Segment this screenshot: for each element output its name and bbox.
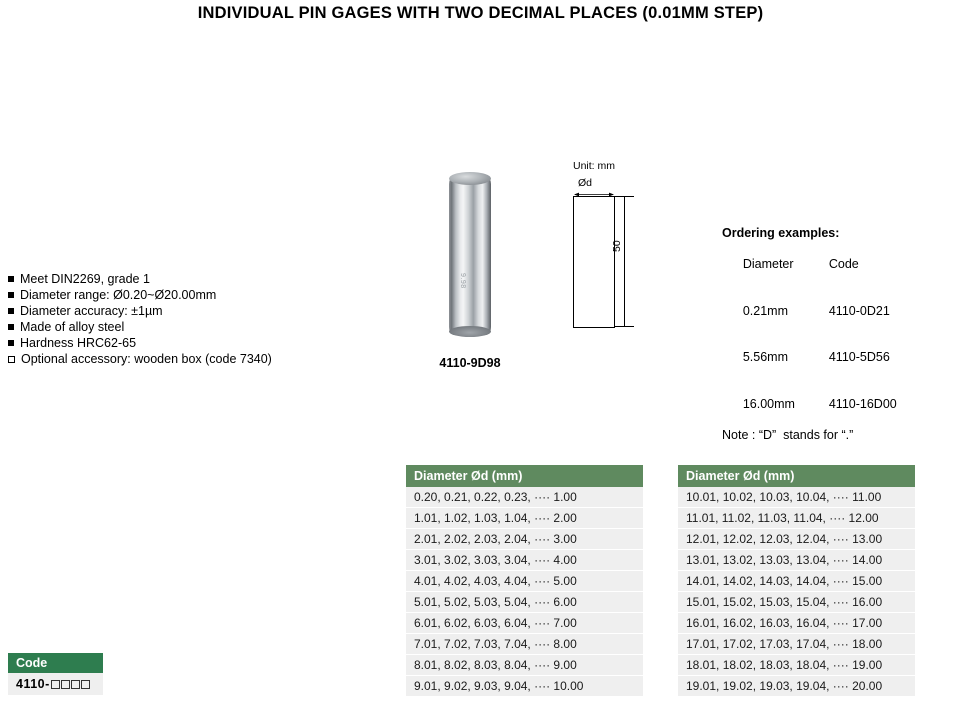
code-prefix: 4110- [16,677,50,691]
diameter-range-cell: 3.01, 3.02, 3.03, 3.04, ···· 4.00 [406,550,643,571]
table-row [406,508,643,529]
ordering-diameter: 0.21mm [742,303,788,318]
table-row [406,550,643,571]
code-placeholder-square [51,680,60,689]
table-row [678,550,915,571]
table-row [678,676,915,697]
pin-gage-photo [444,168,496,340]
table-row [678,571,915,592]
bullet-square-icon [8,340,14,346]
ordering-column-headers [722,242,897,289]
bullet-square-outline-icon [8,356,15,363]
diameter-range-cell: 12.01, 12.02, 12.03, 12.04, ···· 13.00 [678,529,915,550]
ordering-note: Note : “D” stands for “.” [722,427,854,442]
code-placeholder-square [71,680,80,689]
diameter-range-cell: 7.01, 7.02, 7.03, 7.04, ···· 8.00 [406,634,643,655]
table-row [678,508,915,529]
table-row [406,634,643,655]
diameter-range-cell: 9.01, 9.02, 9.03, 9.04, ···· 10.00 [406,676,643,697]
diameter-range-cell: 14.01, 14.02, 14.03, 14.04, ···· 15.00 [678,571,915,592]
table-header-row [406,465,643,487]
table-row [406,676,643,697]
diameter-range-cell: 5.01, 5.02, 5.03, 5.04, ···· 6.00 [406,592,643,613]
bullet-square-icon [8,324,14,330]
list-item [8,272,338,287]
length-dimension-line [624,196,625,326]
code-placeholder-square [61,680,70,689]
list-item [8,304,338,319]
pin-bottom-face [449,326,491,337]
table-row [678,613,915,634]
gage-outline-drawing [573,196,615,328]
table-row [406,592,643,613]
diameter-range-cell: 19.01, 19.02, 19.03, 19.04, ···· 20.00 [678,676,915,697]
diameter-table-right [678,465,915,696]
table-row [678,529,915,550]
table-row [406,571,643,592]
diameter-range-cell: 8.01, 8.02, 8.03, 8.04, ···· 9.00 [406,655,643,676]
product-code-caption: 4110-9D98 [439,356,501,370]
ordering-code: 4110-16D00 [828,396,897,411]
diameter-range-cell: 6.01, 6.02, 6.03, 6.04, ···· 7.00 [406,613,643,634]
diameter-range-cell: 0.20, 0.21, 0.22, 0.23, ···· 1.00 [406,487,643,508]
dimension-tick-bottom [614,326,634,327]
page-title: INDIVIDUAL PIN GAGES WITH TWO DECIMAL PLACES (0.01MM STEP) [197,4,764,22]
code-box-header: Code [8,653,103,673]
pin-body [449,178,491,333]
bullet-square-icon [8,276,14,282]
feature-text: Meet DIN2269, grade 1 [20,272,150,286]
ordering-diameter: 16.00mm [742,396,795,411]
list-item [8,336,338,351]
diameter-range-cell: 16.01, 16.02, 16.03, 16.04, ···· 17.00 [678,613,915,634]
ordering-row [722,335,897,382]
feature-text: Optional accessory: wooden box (code 7340) [21,352,272,366]
feature-text: Diameter range: Ø0.20~Ø20.00mm [20,288,217,302]
diameter-range-cell: 17.01, 17.02, 17.03, 17.04, ···· 18.00 [678,634,915,655]
length-dimension-label: 50 [611,240,623,252]
unit-label: Unit: mm [573,160,615,172]
list-item [8,320,338,335]
pin-engraving-text: 9.98 [459,273,466,289]
diameter-range-cell: 10.01, 10.02, 10.03, 10.04, ···· 11.00 [678,487,915,508]
diameter-table-left [406,465,643,696]
bullet-square-icon [8,292,14,298]
table-row [406,613,643,634]
table-row [678,592,915,613]
table-row [678,487,915,508]
ordering-header-diameter: Diameter [742,257,794,271]
table-row [678,655,915,676]
diameter-range-cell: 4.01, 4.02, 4.03, 4.04, ···· 5.00 [406,571,643,592]
table-row [678,634,915,655]
ordering-row [722,381,897,428]
code-placeholder-square [81,680,90,689]
column-header-diameter: Diameter Ød (mm) [678,465,915,487]
feature-text: Hardness HRC62-65 [20,336,137,350]
ordering-heading: Ordering examples: [722,226,840,240]
table-row [406,529,643,550]
feature-list [8,272,338,368]
code-box [8,653,103,695]
list-item [8,288,338,303]
code-box-value [8,673,103,695]
table-header-row [678,465,915,487]
feature-text: Diameter accuracy: ±1µm [20,304,163,318]
ordering-header-code: Code [828,257,859,271]
ordering-code: 4110-0D21 [828,303,890,318]
table-row [406,655,643,676]
diameter-range-cell: 15.01, 15.02, 15.03, 15.04, ···· 16.00 [678,592,915,613]
list-item [8,352,338,367]
column-header-diameter: Diameter Ød (mm) [406,465,643,487]
bullet-square-icon [8,308,14,314]
ordering-examples [722,226,897,443]
ordering-diameter: 5.56mm [742,350,788,364]
diameter-range-cell: 11.01, 11.02, 11.03, 11.04, ···· 12.00 [678,508,915,529]
ordering-row [722,288,897,335]
table-row [406,487,643,508]
diameter-range-cell: 2.01, 2.02, 2.03, 2.04, ···· 3.00 [406,529,643,550]
pin-top-face [449,172,491,185]
diameter-range-cell: 13.01, 13.02, 13.03, 13.04, ···· 14.00 [678,550,915,571]
diameter-dimension-label: Ød [578,177,593,189]
diameter-range-cell: 18.01, 18.02, 18.03, 18.04, ···· 19.00 [678,655,915,676]
ordering-code: 4110-5D56 [828,350,890,364]
diameter-range-cell: 1.01, 1.02, 1.03, 1.04, ···· 2.00 [406,508,643,529]
feature-text: Made of alloy steel [20,320,125,334]
